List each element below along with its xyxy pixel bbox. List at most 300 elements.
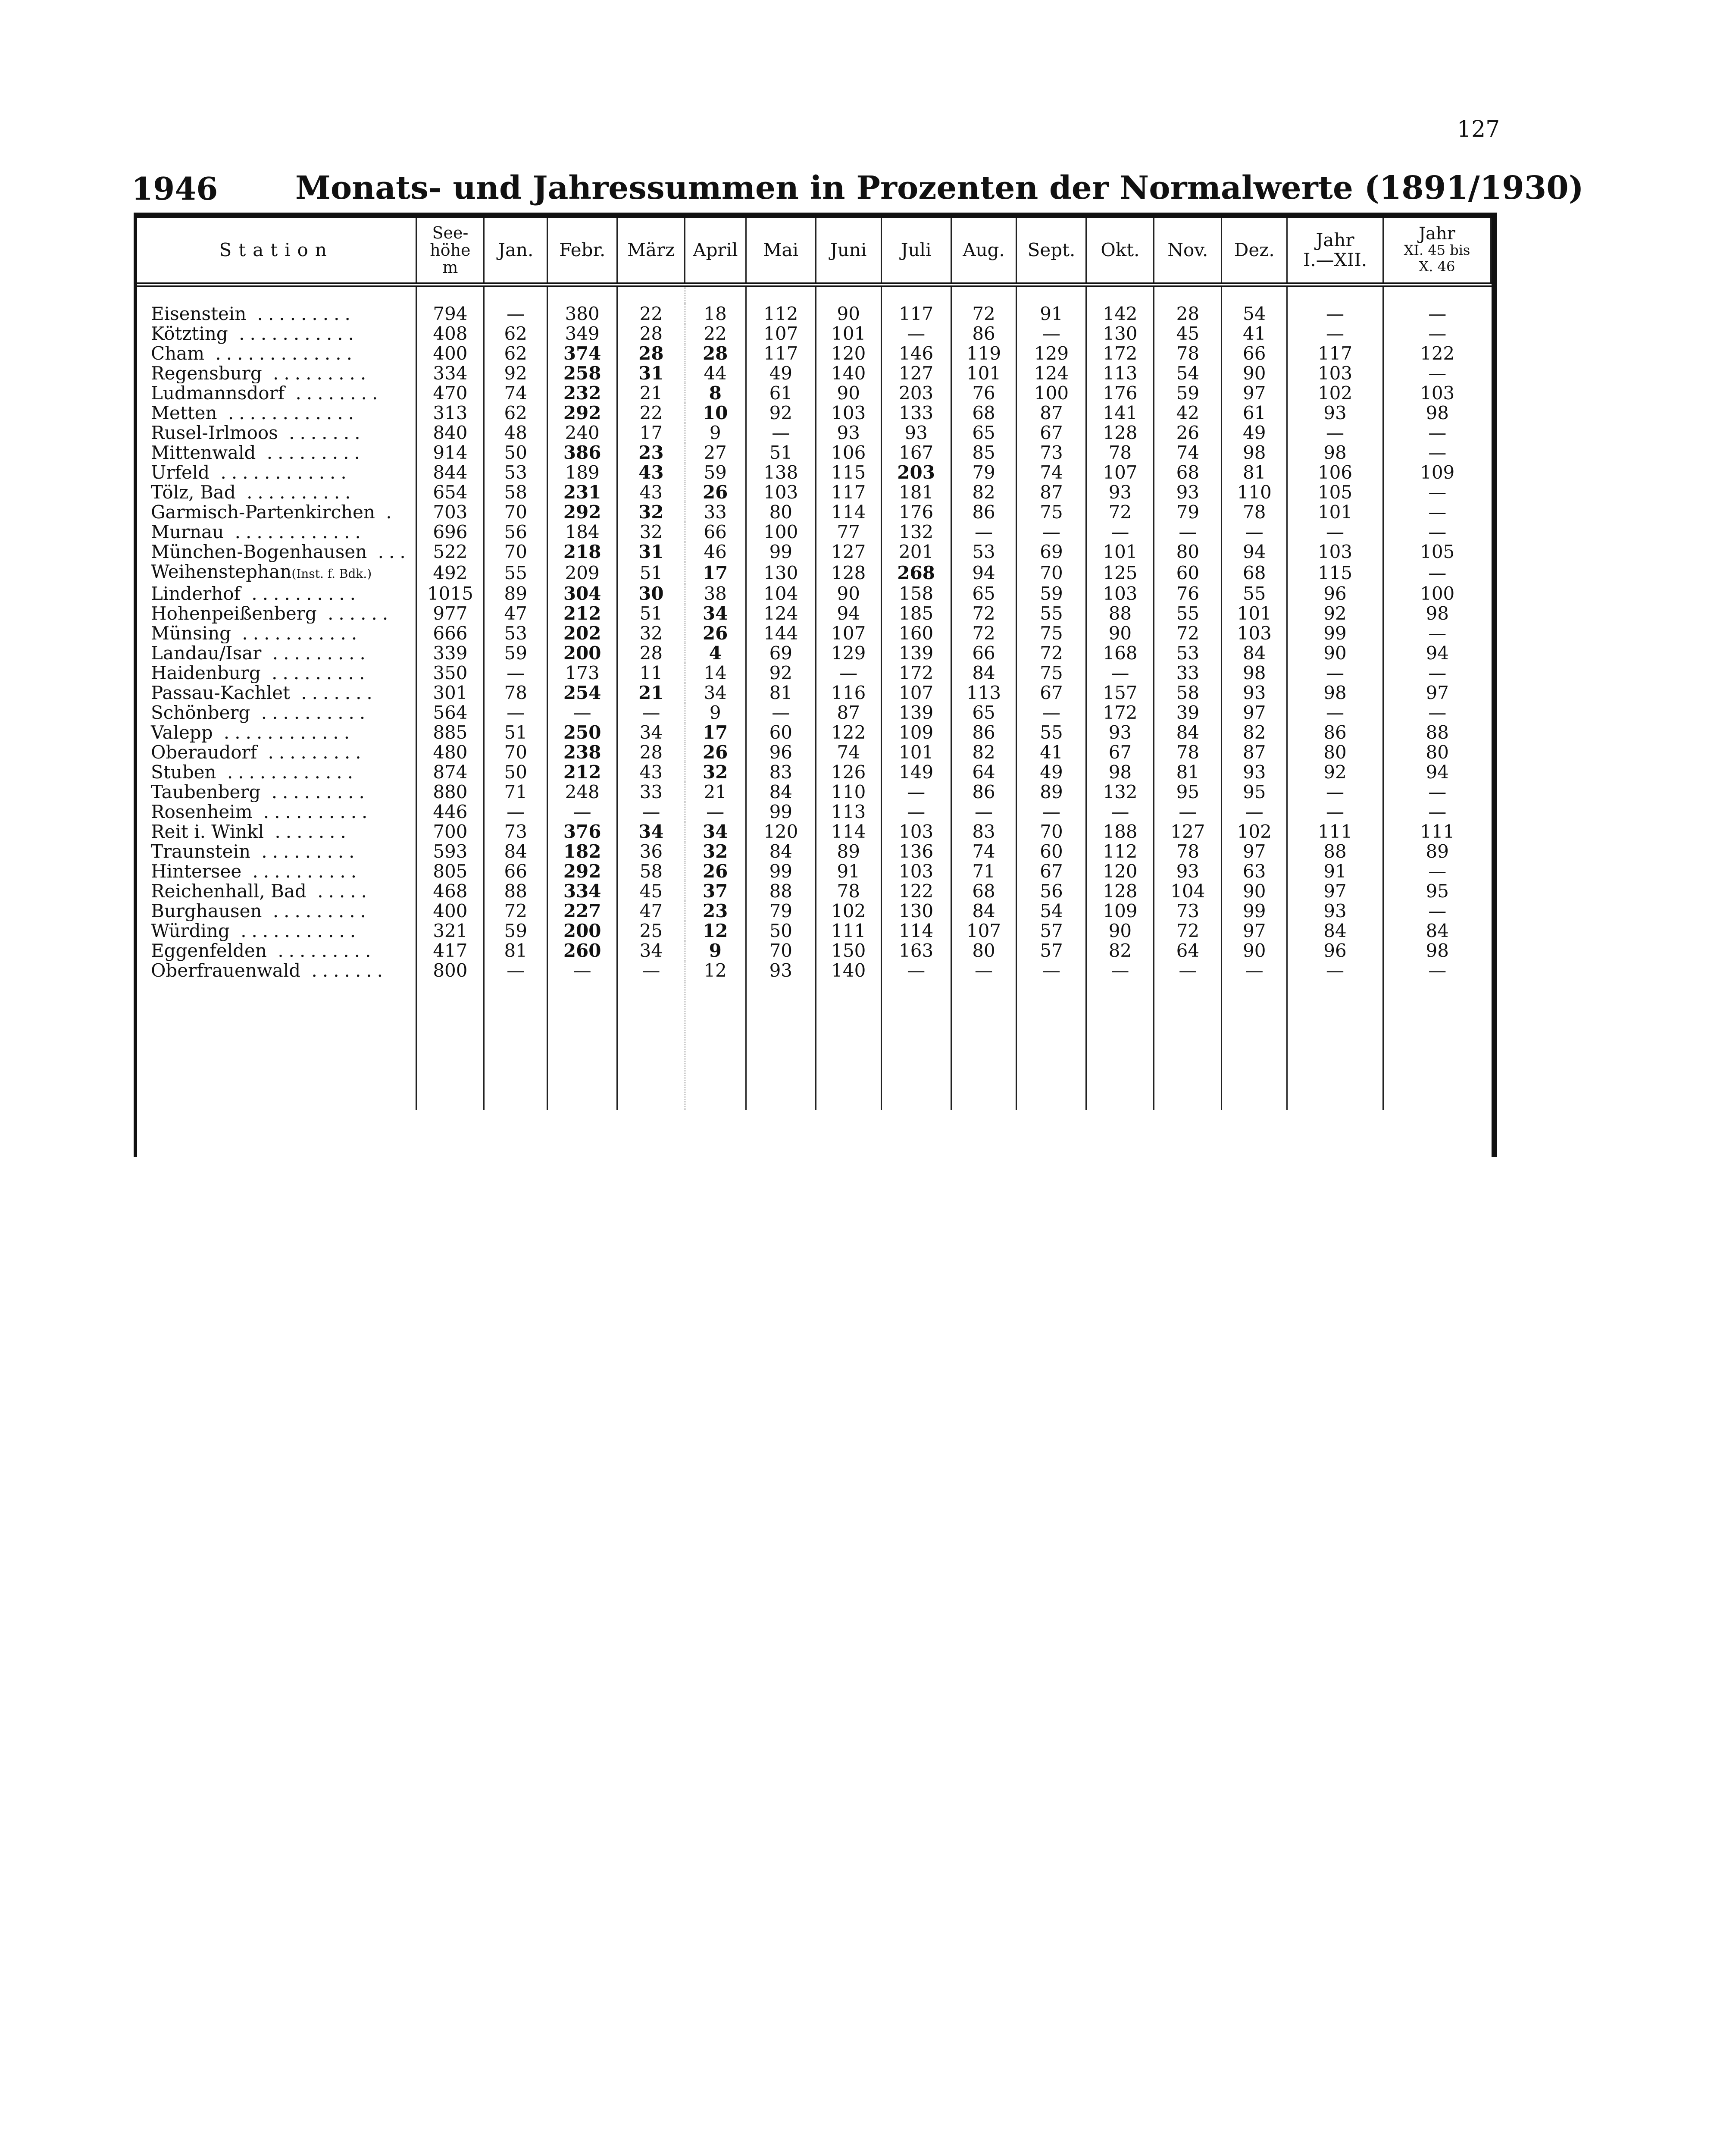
value-cell: 51 <box>484 723 547 743</box>
value-cell: 93 <box>1154 862 1222 881</box>
value-cell: 26 <box>685 483 746 502</box>
elevation-cell: 468 <box>416 881 484 901</box>
value-cell: 67 <box>1016 423 1086 443</box>
value-cell: 67 <box>1016 683 1086 703</box>
elevation-cell: 470 <box>416 383 484 403</box>
value-cell: 102 <box>1287 383 1383 403</box>
value-cell: 67 <box>1086 743 1154 762</box>
value-cell: 117 <box>881 304 951 324</box>
elevation-cell: 564 <box>416 703 484 723</box>
elevation-cell: 417 <box>416 941 484 961</box>
value-cell: 84 <box>1426 920 1449 941</box>
value-cell: 99 <box>746 862 816 881</box>
value-cell: — <box>484 961 547 981</box>
elevation-cell: 408 <box>416 324 484 344</box>
value-cell: 116 <box>816 683 881 703</box>
value-cell: 42 <box>1154 403 1222 423</box>
value-cell: 70 <box>484 502 547 522</box>
elevation-cell: 880 <box>416 782 484 802</box>
value-cell: 93 <box>1086 483 1154 502</box>
value-cell: 32 <box>685 762 746 782</box>
value-cell: 97 <box>1287 881 1383 901</box>
value-cell: 88 <box>746 881 816 901</box>
column-header: Nov. <box>1154 218 1222 285</box>
value-cell: 103 <box>1287 364 1383 383</box>
value-cell: 73 <box>484 822 547 842</box>
value-cell: 88 <box>484 881 547 901</box>
value-cell: 86 <box>951 782 1016 802</box>
empty-cell <box>137 285 416 304</box>
value-cell: — <box>816 663 881 683</box>
value-cell: 140 <box>816 961 881 981</box>
value-cell: 122 <box>816 723 881 743</box>
value-cell: — <box>547 802 617 822</box>
value-cell: 72 <box>1154 921 1222 941</box>
value-cell: 132 <box>1086 782 1154 802</box>
value-cell: 74 <box>816 743 881 762</box>
value-cell: 70 <box>746 941 816 961</box>
value-cell: 33 <box>685 502 746 522</box>
value-cell: 72 <box>951 304 1016 324</box>
value-cell: 22 <box>617 403 685 423</box>
value-cell: 73 <box>1016 443 1086 463</box>
value-cell: 87 <box>1016 483 1086 502</box>
value-cell: 268 <box>881 562 951 584</box>
value-cell: 9 <box>685 703 746 723</box>
value-cell: 127 <box>1154 822 1222 842</box>
value-cell: 172 <box>1086 344 1154 364</box>
value-cell: 380 <box>547 304 617 324</box>
elevation-cell: 885 <box>416 723 484 743</box>
station-name: Passau-Kachlet ....... <box>137 683 416 703</box>
elevation-cell: 334 <box>416 364 484 383</box>
value-cell: 33 <box>617 782 685 802</box>
value-cell: — <box>1222 802 1287 822</box>
value-cell: 50 <box>746 921 816 941</box>
value-cell: 37 <box>685 881 746 901</box>
value-cell: 90 <box>1222 364 1287 383</box>
empty-cell <box>881 981 951 1110</box>
empty-cell <box>1086 285 1154 304</box>
value-cell: 173 <box>547 663 617 683</box>
value-cell: 46 <box>685 542 746 562</box>
value-cell: 30 <box>617 584 685 604</box>
value-cell: 70 <box>1016 822 1086 842</box>
value-cell: 28 <box>617 344 685 364</box>
value-cell: 87 <box>1016 403 1086 423</box>
value-cell: 53 <box>484 624 547 643</box>
value-cell: 172 <box>881 663 951 683</box>
value-cell: 74 <box>1016 463 1086 483</box>
column-header: Aug. <box>951 218 1016 285</box>
value-cell: 100 <box>746 522 816 542</box>
value-cell: 90 <box>1086 921 1154 941</box>
value-cell: 70 <box>1016 562 1086 584</box>
value-cell: 41 <box>1222 324 1287 344</box>
column-header: Mai <box>746 218 816 285</box>
value-cell: 28 <box>1154 304 1222 324</box>
page-title: Monats- und Jahressummen in Prozenten der Normalwerte (1891/1930) <box>295 169 1584 207</box>
value-cell: 62 <box>484 344 547 364</box>
empty-cell <box>1222 285 1287 304</box>
value-cell: 65 <box>951 584 1016 604</box>
table-row <box>137 542 1491 562</box>
value-cell: 374 <box>547 344 617 364</box>
value-cell: 124 <box>746 604 816 624</box>
empty-cell <box>137 981 416 1110</box>
empty-cell <box>816 285 881 304</box>
value-cell: 114 <box>816 822 881 842</box>
table-row <box>137 941 1491 961</box>
table-row <box>137 423 1491 443</box>
value-cell: 51 <box>746 443 816 463</box>
value-cell: — <box>1428 303 1447 324</box>
value-cell: 84 <box>951 901 1016 921</box>
value-cell: 70 <box>484 743 547 762</box>
value-cell: — <box>547 703 617 723</box>
value-cell: 26 <box>685 624 746 643</box>
value-cell: 209 <box>547 562 617 584</box>
value-cell: 111 <box>816 921 881 941</box>
column-header: Jan. <box>484 218 547 285</box>
value-cell: 54 <box>1222 304 1287 324</box>
value-cell: — <box>1428 562 1447 583</box>
empty-cell <box>1287 285 1383 304</box>
value-cell: 115 <box>816 463 881 483</box>
station-name: Traunstein ......... <box>137 842 416 862</box>
value-cell: 176 <box>881 502 951 522</box>
station-name: Münsing ........... <box>137 624 416 643</box>
value-cell: — <box>1016 961 1086 981</box>
value-cell: 304 <box>547 584 617 604</box>
value-cell: 109 <box>881 723 951 743</box>
value-cell: 34 <box>617 822 685 842</box>
value-cell: 62 <box>484 324 547 344</box>
value-cell: 103 <box>1420 382 1455 404</box>
value-cell: 129 <box>1016 344 1086 364</box>
value-cell: 110 <box>816 782 881 802</box>
table-row <box>137 364 1491 383</box>
station-name: Garmisch-Partenkirchen . <box>137 502 416 522</box>
empty-cell <box>746 285 816 304</box>
station-name: Schönberg .......... <box>137 703 416 723</box>
value-cell: 97 <box>1222 842 1287 862</box>
value-cell: 88 <box>1426 722 1449 743</box>
value-cell: — <box>881 782 951 802</box>
value-cell: — <box>1428 960 1447 981</box>
table-row <box>137 643 1491 663</box>
value-cell: 232 <box>547 383 617 403</box>
value-cell: 59 <box>685 463 746 483</box>
value-cell: 98 <box>1426 402 1449 423</box>
elevation-cell: 313 <box>416 403 484 423</box>
value-cell: 334 <box>547 881 617 901</box>
value-cell: 240 <box>547 423 617 443</box>
empty-cell <box>617 285 685 304</box>
value-cell: 109 <box>1420 462 1455 483</box>
value-cell: 90 <box>816 584 881 604</box>
station-name: Eisenstein ......... <box>137 304 416 324</box>
value-cell: 99 <box>746 542 816 562</box>
empty-cell <box>1287 981 1383 1110</box>
value-cell: 119 <box>951 344 1016 364</box>
empty-cell <box>746 981 816 1110</box>
elevation-cell: 666 <box>416 624 484 643</box>
value-cell: 97 <box>1222 383 1287 403</box>
value-cell: 105 <box>1287 483 1383 502</box>
table-row <box>137 762 1491 782</box>
value-cell: 95 <box>1426 881 1449 902</box>
value-cell: 86 <box>951 324 1016 344</box>
value-cell: 89 <box>484 584 547 604</box>
value-cell: 17 <box>685 723 746 743</box>
station-name: Hintersee .......... <box>137 862 416 881</box>
value-cell: 65 <box>951 703 1016 723</box>
value-cell: 55 <box>1016 723 1086 743</box>
value-cell: 68 <box>951 403 1016 423</box>
elevation-cell: 350 <box>416 663 484 683</box>
value-cell: 136 <box>881 842 951 862</box>
value-cell: 92 <box>484 364 547 383</box>
value-cell: 157 <box>1086 683 1154 703</box>
value-cell: — <box>617 802 685 822</box>
value-cell: 231 <box>547 483 617 502</box>
elevation-cell: 840 <box>416 423 484 443</box>
value-cell: 92 <box>746 663 816 683</box>
station-name: Metten ............ <box>137 403 416 423</box>
value-cell: 150 <box>816 941 881 961</box>
value-cell: 201 <box>881 542 951 562</box>
column-header: See- höhe m <box>416 218 484 285</box>
value-cell: — <box>1428 521 1447 542</box>
value-cell: 99 <box>1222 901 1287 921</box>
value-cell: 74 <box>484 383 547 403</box>
elevation-cell: 301 <box>416 683 484 703</box>
value-cell: 200 <box>547 643 617 663</box>
value-cell: 76 <box>951 383 1016 403</box>
elevation-cell: 805 <box>416 862 484 881</box>
elevation-cell: 400 <box>416 901 484 921</box>
value-cell: 66 <box>1222 344 1287 364</box>
station-name: Oberfrauenwald ....... <box>137 961 416 981</box>
value-cell: — <box>1016 324 1086 344</box>
value-cell: — <box>1428 363 1447 384</box>
value-cell: — <box>1428 801 1447 822</box>
station-name: Taubenberg ......... <box>137 782 416 802</box>
value-cell: 56 <box>484 522 547 542</box>
value-cell: 17 <box>617 423 685 443</box>
value-cell: 78 <box>1154 842 1222 862</box>
value-cell: — <box>1428 323 1447 344</box>
value-cell: — <box>1222 522 1287 542</box>
value-cell: 82 <box>1086 941 1154 961</box>
value-cell: — <box>685 802 746 822</box>
value-cell: 96 <box>1287 584 1383 604</box>
value-cell: 90 <box>816 383 881 403</box>
value-cell: 55 <box>1016 604 1086 624</box>
value-cell: 104 <box>746 584 816 604</box>
value-cell: 93 <box>1287 901 1383 921</box>
value-cell: 112 <box>1086 842 1154 862</box>
value-cell: 127 <box>881 364 951 383</box>
value-cell: 292 <box>547 403 617 423</box>
value-cell: — <box>1428 900 1447 921</box>
value-cell: 103 <box>746 483 816 502</box>
value-cell: 9 <box>685 941 746 961</box>
value-cell: 45 <box>1154 324 1222 344</box>
value-cell: 80 <box>1287 743 1383 762</box>
value-cell: 94 <box>1222 542 1287 562</box>
value-cell: 83 <box>746 762 816 782</box>
value-cell: 181 <box>881 483 951 502</box>
value-cell: 75 <box>1016 624 1086 643</box>
value-cell: 218 <box>547 542 617 562</box>
value-cell: 84 <box>484 842 547 862</box>
value-cell: 51 <box>617 604 685 624</box>
station-name: Reit i. Winkl ....... <box>137 822 416 842</box>
value-cell: 141 <box>1086 403 1154 423</box>
value-cell: 58 <box>617 862 685 881</box>
value-cell: 78 <box>484 683 547 703</box>
value-cell: 93 <box>1222 762 1287 782</box>
value-cell: 62 <box>484 403 547 423</box>
station-name: Ludmannsdorf ........ <box>137 383 416 403</box>
value-cell: 25 <box>617 921 685 941</box>
value-cell: 78 <box>1086 443 1154 463</box>
station-name: Rosenheim .......... <box>137 802 416 822</box>
value-cell: — <box>1154 802 1222 822</box>
value-cell: 94 <box>1426 642 1449 664</box>
station-name: Hohenpeißenberg ...... <box>137 604 416 624</box>
value-cell: 49 <box>746 364 816 383</box>
value-cell: 158 <box>881 584 951 604</box>
empty-cell <box>1016 285 1086 304</box>
value-cell: 130 <box>746 562 816 584</box>
value-cell: 23 <box>617 443 685 463</box>
value-cell: — <box>1428 623 1447 644</box>
value-cell: — <box>1428 781 1447 802</box>
station-name: Rusel-Irlmoos ....... <box>137 423 416 443</box>
table-row <box>137 584 1491 604</box>
value-cell: 250 <box>547 723 617 743</box>
value-cell: 22 <box>617 304 685 324</box>
column-header: Juli <box>881 218 951 285</box>
table-row <box>137 304 1491 324</box>
value-cell: 115 <box>1287 562 1383 584</box>
value-cell: 98 <box>1287 443 1383 463</box>
value-cell: — <box>1428 662 1447 683</box>
value-cell: — <box>1016 703 1086 723</box>
value-cell: 292 <box>547 862 617 881</box>
value-cell: 101 <box>1086 542 1154 562</box>
table-row <box>137 703 1491 723</box>
value-cell: 88 <box>1086 604 1154 624</box>
value-cell: 11 <box>617 663 685 683</box>
value-cell: 79 <box>1154 502 1222 522</box>
value-cell: 44 <box>685 364 746 383</box>
elevation-cell: 977 <box>416 604 484 624</box>
value-cell: 160 <box>881 624 951 643</box>
value-cell: 106 <box>1287 463 1383 483</box>
value-cell: 92 <box>1287 762 1383 782</box>
value-cell: 67 <box>1016 862 1086 881</box>
value-cell: 12 <box>685 961 746 981</box>
value-cell: 128 <box>1086 423 1154 443</box>
empty-cell <box>484 285 547 304</box>
value-cell: 58 <box>484 483 547 502</box>
value-cell: — <box>484 703 547 723</box>
station-name: Reichenhall, Bad ..... <box>137 881 416 901</box>
value-cell: 78 <box>1154 344 1222 364</box>
value-cell: 101 <box>1222 604 1287 624</box>
empty-cell <box>416 285 484 304</box>
value-cell: 59 <box>1016 584 1086 604</box>
value-cell: 100 <box>1420 583 1455 604</box>
empty-cell <box>1154 285 1222 304</box>
value-cell: 103 <box>881 822 951 842</box>
table-row <box>137 324 1491 344</box>
column-header: Jahr I.—XII. <box>1287 218 1383 285</box>
value-cell: 47 <box>484 604 547 624</box>
value-cell: 146 <box>881 344 951 364</box>
elevation-cell: 492 <box>416 562 484 584</box>
value-cell: 98 <box>1426 940 1449 961</box>
elevation-cell: 480 <box>416 743 484 762</box>
value-cell: — <box>1154 961 1222 981</box>
station-name: Kötzting ........... <box>137 324 416 344</box>
value-cell: 82 <box>951 743 1016 762</box>
value-cell: 43 <box>617 463 685 483</box>
value-cell: 72 <box>1154 624 1222 643</box>
value-cell: 68 <box>951 881 1016 901</box>
value-cell: 89 <box>1426 841 1449 862</box>
value-cell: 212 <box>547 604 617 624</box>
value-cell: 93 <box>1287 403 1383 423</box>
value-cell: 168 <box>1086 643 1154 663</box>
value-cell: 81 <box>1222 463 1287 483</box>
elevation-cell: 446 <box>416 802 484 822</box>
value-cell: 139 <box>881 703 951 723</box>
elevation-cell: 800 <box>416 961 484 981</box>
value-cell: 66 <box>685 522 746 542</box>
empty-cell <box>951 981 1016 1110</box>
table-row <box>137 463 1491 483</box>
value-cell: 122 <box>881 881 951 901</box>
value-cell: 80 <box>746 502 816 522</box>
value-cell: — <box>951 802 1016 822</box>
value-cell: 94 <box>951 562 1016 584</box>
value-cell: 88 <box>1287 842 1383 862</box>
value-cell: 114 <box>881 921 951 941</box>
elevation-cell: 914 <box>416 443 484 463</box>
value-cell: 75 <box>1016 663 1086 683</box>
station-name: Burghausen ......... <box>137 901 416 921</box>
value-cell: 54 <box>1154 364 1222 383</box>
value-cell: 260 <box>547 941 617 961</box>
elevation-cell: 700 <box>416 822 484 842</box>
value-cell: 81 <box>746 683 816 703</box>
value-cell: 73 <box>1154 901 1222 921</box>
value-cell: 55 <box>1222 584 1287 604</box>
value-cell: 98 <box>1287 683 1383 703</box>
value-cell: 66 <box>484 862 547 881</box>
value-cell: 104 <box>1154 881 1222 901</box>
value-cell: 86 <box>951 502 1016 522</box>
station-name: München-Bogenhausen ... <box>137 542 416 562</box>
value-cell: 14 <box>685 663 746 683</box>
station-name: Tölz, Bad .......... <box>137 483 416 502</box>
value-cell: 117 <box>1287 344 1383 364</box>
